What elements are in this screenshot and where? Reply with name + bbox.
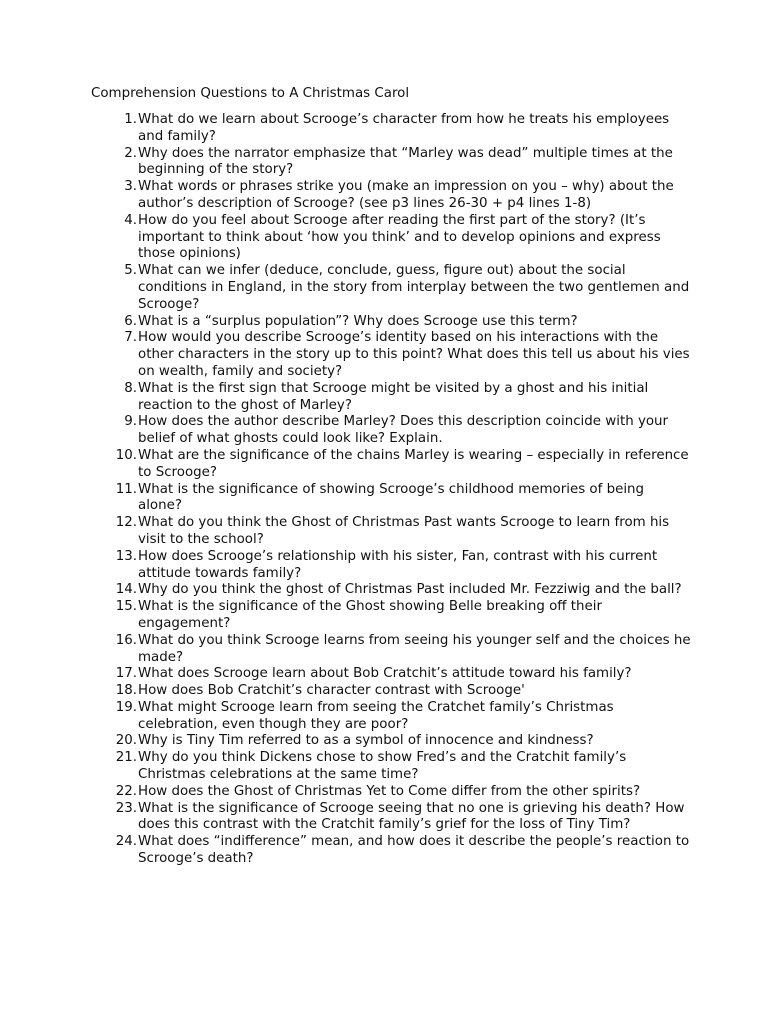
- question-text: What is the significance of the Ghost showing Belle breaking off their engagement?: [138, 599, 602, 631]
- question-item: [91, 330, 691, 380]
- question-text: What do we learn about Scrooge’s character from how he treats his employees and family?: [138, 112, 670, 144]
- question-text: What does Scrooge learn about Bob Cratchit’s attitude toward his family?: [138, 666, 632, 682]
- question-number: 23.: [115, 800, 137, 816]
- question-item: [91, 263, 691, 313]
- question-text: How does the Ghost of Christmas Yet to Come differ from the other spirits?: [138, 783, 641, 799]
- question-item: [91, 515, 691, 549]
- question-item: [91, 448, 691, 482]
- question-number: 18.: [115, 683, 137, 699]
- question-number: 8.: [124, 380, 137, 396]
- question-item: [91, 314, 691, 331]
- question-item: [91, 750, 691, 784]
- document-title: Comprehension Questions to A Christmas Carol: [91, 86, 410, 101]
- question-item: [91, 213, 691, 263]
- question-text: How does the author describe Marley? Does this description coincide with your belief of what ghosts could look like? Explain.: [138, 414, 669, 447]
- question-number: 17.: [115, 666, 137, 682]
- question-item: [91, 549, 691, 583]
- question-text: What is the significance of showing Scrooge’s childhood memories of being alone?: [138, 481, 645, 514]
- question-number: 1.: [124, 112, 137, 127]
- question-text: How do you feel about Scrooge after reading the first part of the story? (It’s important to think about ‘how you think’ and to develop opinions and express those opinions): [138, 212, 661, 262]
- question-text: Why do you think Dickens chose to show Fred’s and the Cratchit family’s Christmas celebrations at the same time?: [138, 750, 627, 783]
- question-number: 7.: [124, 330, 137, 346]
- question-item: [91, 146, 691, 180]
- question-number: 2.: [124, 145, 137, 161]
- question-text: What do you think the Ghost of Christmas Past wants Scrooge to learn from his visit to the school?: [138, 515, 670, 547]
- question-number: 9.: [124, 414, 137, 430]
- question-number: 11.: [115, 481, 137, 497]
- question-item: [91, 666, 691, 683]
- question-text: What are the significance of the chains Marley is wearing – especially in reference to Scrooge?: [138, 447, 689, 480]
- question-item: [91, 599, 691, 633]
- question-text: How does Bob Cratchit’s character contrast with Scrooge': [138, 683, 525, 699]
- question-text: What does “indifference” mean, and how does it describe the people’s reaction to Scrooge’s death?: [138, 834, 690, 867]
- question-text: How does Scrooge’s relationship with his sister, Fan, contrast with his current attitude towards family?: [138, 548, 658, 581]
- question-text: How would you describe Scrooge’s identity based on his interactions with the other characters in the story up to this point? What does this tell us about his vies on wealth, family and society?: [138, 330, 690, 379]
- question-item: [91, 700, 691, 734]
- question-item: [91, 633, 691, 667]
- question-number: 14.: [115, 582, 137, 598]
- question-number: 10.: [115, 447, 137, 463]
- question-text: Why is Tiny Tim referred to as a symbol of innocence and kindness?: [138, 733, 594, 749]
- question-item: [91, 582, 691, 599]
- question-number: 13.: [115, 548, 137, 564]
- question-number: 6.: [124, 313, 137, 329]
- question-number: 21.: [115, 750, 137, 766]
- question-text: What can we infer (deduce, conclude, guess, figure out) about the social conditions in England, in the story from interplay between the two gentlemen and Scrooge?: [138, 263, 690, 312]
- question-number: 4.: [124, 212, 137, 228]
- question-number: 20.: [115, 733, 137, 749]
- question-text: Why does the narrator emphasize that “Marley was dead” multiple times at the beginning of the story?: [138, 145, 673, 178]
- question-text: What do you think Scrooge learns from seeing his younger self and the choices he made?: [138, 632, 691, 665]
- question-number: 5.: [124, 263, 137, 279]
- question-item: [91, 179, 691, 213]
- question-item: [91, 414, 691, 448]
- question-text: Why do you think the ghost of Christmas Past included Mr. Fezziwig and the ball?: [138, 582, 682, 598]
- question-item: [91, 834, 691, 868]
- question-list: [91, 112, 691, 868]
- question-number: 3.: [124, 179, 137, 195]
- question-number: 16.: [115, 632, 137, 648]
- question-item: [91, 683, 691, 700]
- question-text: What words or phrases strike you (make an impression on you – why) about the author’s description of Scrooge? (see p3 lines 26-30 + p4 lines 1-8): [138, 179, 674, 211]
- question-text: What is the first sign that Scrooge might be visited by a ghost and his initial reaction to the ghost of Marley?: [138, 380, 649, 413]
- question-number: 24.: [115, 834, 137, 850]
- question-item: [91, 733, 691, 750]
- question-number: 22.: [115, 783, 137, 799]
- question-item: [91, 112, 691, 146]
- question-item: [91, 784, 691, 801]
- question-number: 19.: [115, 699, 137, 715]
- question-number: 12.: [115, 515, 137, 531]
- question-item: [91, 482, 691, 516]
- question-text: What might Scrooge learn from seeing the Cratchet family’s Christmas celebration, even though they are poor?: [138, 699, 614, 732]
- question-item: [91, 801, 691, 835]
- question-item: [91, 381, 691, 415]
- question-number: 15.: [115, 599, 137, 615]
- question-text: What is a “surplus population”? Why does Scrooge use this term?: [138, 313, 578, 329]
- question-text: What is the significance of Scrooge seeing that no one is grieving his death? How does this contrast with the Cratchit family’s grief for the loss of Tiny Tim?: [138, 800, 685, 833]
